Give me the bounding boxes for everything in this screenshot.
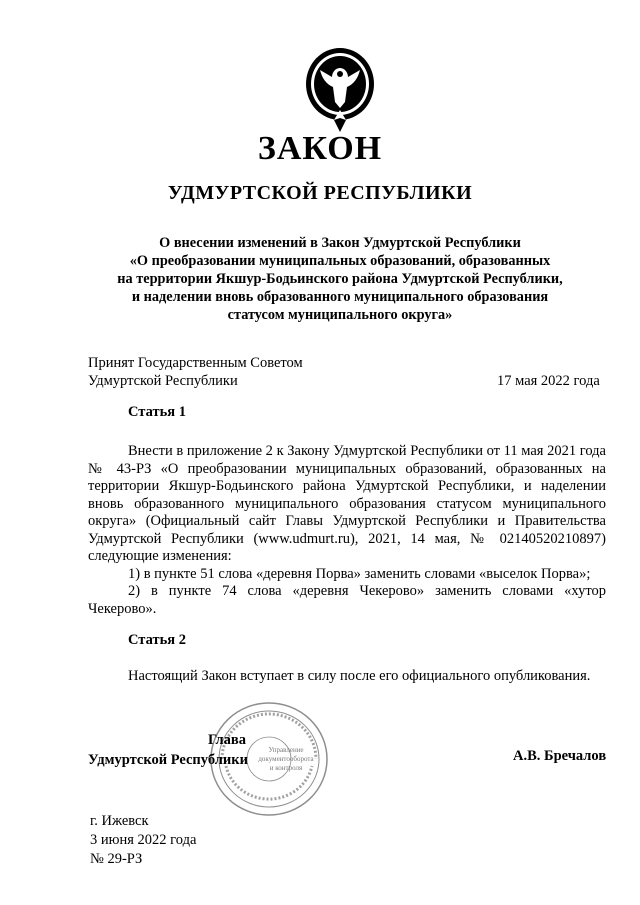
signing-date: 3 июня 2022 года xyxy=(90,832,197,848)
adoption-date: 17 мая 2022 года xyxy=(497,373,600,389)
document-subtitle: УДМУРТСКОЙ РЕСПУБЛИКИ xyxy=(167,182,473,204)
signature-title-line-1: Глава xyxy=(207,732,246,748)
article-1-item-2: 2) в пункте 74 слова «деревня Чекерово» заменить словами «хутор Чекерово». xyxy=(88,583,606,617)
article-2-title: Статья 2 xyxy=(128,632,186,648)
adoption-line-1: Принят Государственным Советом xyxy=(88,355,303,371)
article-2-text: Настоящий Закон вступает в силу после его официального опубликования. xyxy=(128,668,591,684)
adoption-line-2: Удмуртской Республики xyxy=(88,373,238,389)
signatory-name: А.В. Бречалов xyxy=(513,748,607,764)
signature-title-line-2: Удмуртской Республики xyxy=(88,752,248,768)
udmurt-coat-of-arms-icon xyxy=(302,46,378,134)
adoption-info xyxy=(88,354,303,390)
place-city: г. Ижевск xyxy=(90,813,149,829)
article-1-body xyxy=(88,443,606,618)
place-and-date xyxy=(90,812,196,869)
law-number: № 29-РЗ xyxy=(90,851,143,867)
heading-line: и наделении вновь образованного муниципального образования xyxy=(131,289,549,305)
heading-line: на территории Якшур-Бодьинского района Удмуртской Республики, xyxy=(117,271,563,287)
heading-line: О внесении изменений в Закон Удмуртской Республики xyxy=(159,235,521,251)
article-1-item-1: 1) в пункте 51 слова «деревня Порва» заменить словами «выселок Порва»; xyxy=(128,565,591,582)
heading-line: статусом муниципального округа» xyxy=(227,307,453,323)
article-2-body xyxy=(88,668,606,686)
law-heading xyxy=(100,234,580,324)
signature-title xyxy=(88,730,258,770)
article-1-title: Статья 1 xyxy=(128,404,186,420)
heading-line: «О преобразовании муниципальных образований, образованных xyxy=(129,253,551,269)
stamp-text: Управление документооборота и контроля xyxy=(258,746,314,772)
article-1-intro: Внести в приложение 2 к Закону Удмуртской Республики от 11 мая 2021 года № 43-РЗ «О преобразовании муниципальных образований, образованных на территории Якшур-Бодьинского района Удмуртской Республики, и наделении вновь образованного муниципального образования статусом муниципального округа» (Официальный сайт Главы Удмуртской Республики и Правительства Удмуртской Республики (www.udmurt.ru), 2021, 14 мая, № 02140520210897) следующие изменения: xyxy=(88,443,606,564)
document-title: ЗАКОН xyxy=(257,130,383,167)
